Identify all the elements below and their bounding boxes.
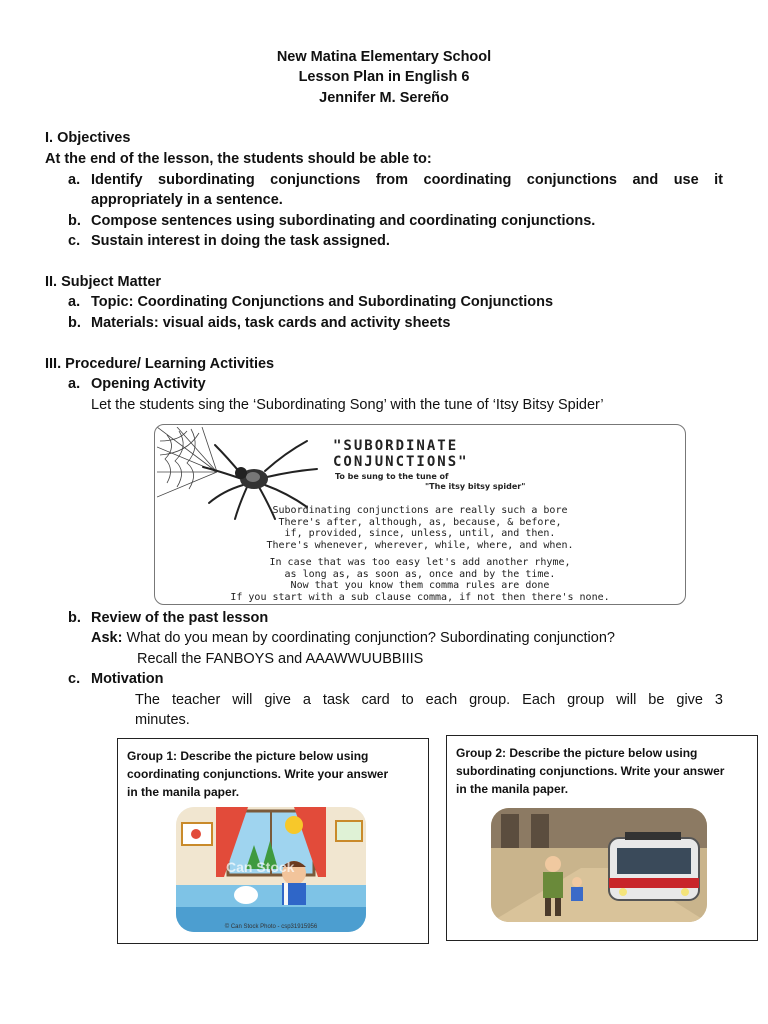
song-line: Subordinating conjunctions are really such a bore [272, 505, 568, 516]
objective-marker: a. [68, 172, 81, 188]
objective-marker: c. [68, 233, 81, 249]
group-1-instructions [127, 747, 419, 801]
stock-watermark: Can Stock [226, 859, 295, 875]
objective-marker: b. [68, 213, 81, 229]
group-1-bedroom-picture [176, 807, 366, 932]
review-recall: Recall the FANBOYS and AAAWWUUBBIIIS [137, 651, 424, 667]
teacher-name: Jennifer M. Sereño [319, 90, 449, 106]
song-title [333, 438, 469, 470]
topic-line: Topic: Coordinating Conjunctions and Subordinating Conjunctions [91, 294, 554, 310]
motivation-text-line2: minutes. [135, 712, 190, 728]
objectives-heading: I. Objectives [45, 130, 131, 146]
motivation-marker: c. [68, 671, 81, 687]
card-line: coordinating conjunctions. Write your answer [127, 767, 389, 781]
train-station-illustration [491, 808, 707, 922]
group-2-train-station-picture [491, 808, 707, 922]
opening-activity-title: Opening Activity [91, 376, 206, 392]
song-subtitle-line2: "The itsy bitsy spider" [425, 482, 526, 491]
opening-activity-text: Let the students sing the ‘Subordinating Song’ with the tune of ‘Itsy Bitsy Spider’ [91, 397, 604, 413]
objectives-intro: At the end of the lesson, the students should be able to: [45, 151, 432, 167]
subject-marker: a. [68, 294, 81, 310]
subordinate-conjunctions-song-image [154, 424, 686, 605]
motivation-title: Motivation [91, 671, 164, 687]
procedure-heading: III. Procedure/ Learning Activities [45, 356, 275, 372]
song-line: Now that you know them comma rules are done [290, 580, 550, 591]
ask-label: Ask: [91, 630, 123, 646]
ask-text: What do you mean by coordinating conjunction? Subordinating conjunction? [126, 630, 615, 646]
song-subtitle-line1: To be sung to the tune of [335, 472, 449, 481]
objective-c: Sustain interest in doing the task assigned. [91, 233, 390, 249]
song-line: if, provided, since, unless, until, and then. [284, 528, 556, 539]
song-title-line2: CONJUNCTIONS" [333, 454, 469, 470]
lesson-title: Lesson Plan in English 6 [298, 69, 470, 85]
song-line: as long as, as soon as, once and by the time. [284, 568, 556, 580]
school-name: New Matina Elementary School [276, 49, 492, 65]
motivation-text-line1: The teacher will give a task card to each group. Each group will be give 3 [135, 692, 723, 708]
song-line: If you start with a sub clause comma, if not then there's none. [230, 591, 610, 603]
review-title: Review of the past lesson [91, 610, 269, 626]
song-verse-1 [155, 505, 685, 551]
group-2-instructions [456, 744, 748, 798]
card-line: Group 1: Describe the picture below using [127, 749, 369, 763]
review-ask [91, 630, 615, 646]
song-verse-2 [155, 557, 685, 603]
song-line: In case that was too easy let's add another rhyme, [269, 557, 571, 568]
song-line: There's after, although, as, because, & before, [278, 516, 562, 528]
opening-marker: a. [68, 376, 81, 392]
stock-photo-caption: © Can Stock Photo - csp31915956 [224, 924, 318, 930]
materials-line: Materials: visual aids, task cards and activity sheets [91, 315, 451, 331]
objective-a-line2: appropriately in a sentence. [91, 192, 283, 208]
objective-b: Compose sentences using subordinating and coordinating conjunctions. [91, 213, 596, 229]
subject-matter-heading: II. Subject Matter [45, 274, 162, 290]
card-line: in the manila paper. [456, 782, 569, 796]
song-line: There's whenever, wherever, while, where, and when. [266, 539, 574, 551]
card-line: Group 2: Describe the picture below using [456, 746, 698, 760]
group-1-task-card [117, 738, 429, 944]
objective-a-line1: Identify subordinating conjunctions from coordinating conjunctions and use it [91, 172, 723, 188]
group-2-task-card [446, 735, 758, 941]
card-line: subordinating conjunctions. Write your answer [456, 764, 725, 778]
song-title-line1: "SUBORDINATE [333, 438, 459, 454]
subject-marker: b. [68, 315, 81, 331]
review-marker: b. [68, 610, 81, 626]
card-line: in the manila paper. [127, 785, 240, 799]
